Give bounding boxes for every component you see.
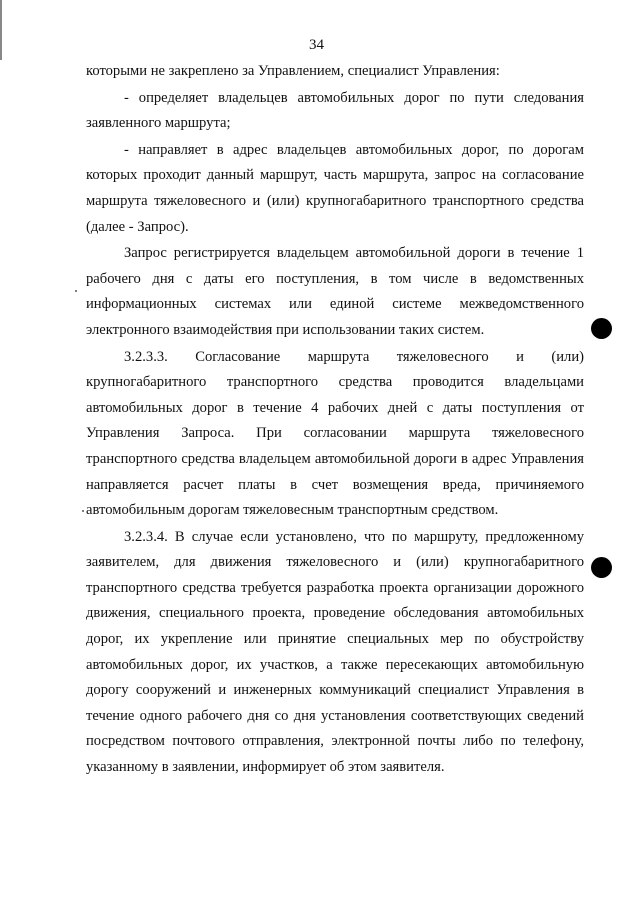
binder-hole-mark [591, 557, 612, 578]
document-body [86, 59, 584, 781]
paragraph-request-registration: Запрос регистрируется владельцем автомобильной дороги в течение 1 рабочего дня с даты его поступления, в том числе в ведомственных информационных системах или единой системе межведомственного электронного взаимодействия при использовании таких систем. [86, 245, 584, 338]
paragraph-clause-3-2-3-3: 3.2.3.3. Согласование маршрута тяжеловесного и (или) крупногабаритного транспортного средства проводится владельцами автомобильных дорог в течение 4 рабочих дней с даты поступления от Управления Запроса. При согласовании маршрута тяжеловесного транспортного средства владельцем автомобильной дороги в адрес Управления направляется расчет платы в счет возмещения вреда, причиняемого автомобильным дорогам тяжеловесным транспортным средством. [86, 348, 584, 519]
page-number: 34 [309, 37, 324, 53]
paragraph-clause-3-2-3-4: 3.2.3.4. В случае если установлено, что по маршруту, предложенному заявителем, для движения тяжеловесного и (или) крупногабаритного транспортного средства требуется разработка проекта организации дорожного движения, специального проекта, проведение обследования автомобильных дорог, их укрепление или принятие специальных мер по обустройству автомобильных дорог, их участков, а также пересекающих автомобильную дорогу сооружений и инженерных коммуникаций специалист Управления в течение одного рабочего дня со дня установления соответствующих сведений посредством почтового отправления, электронной почты либо по телефону, указанному в заявлении, информирует об этом заявителя. [86, 528, 584, 776]
scan-speck [75, 290, 77, 292]
binder-hole-mark [591, 318, 612, 339]
paragraph-bullet-determine-owners: - определяет владельцев автомобильных дорог по пути следования заявленного маршрута; [86, 89, 584, 132]
paragraph-continuation: которыми не закреплено за Управлением, специалист Управления: [86, 63, 500, 79]
paragraph-bullet-send-request: - направляет в адрес владельцев автомобильных дорог, по дорогам которых проходит данный маршрут, часть маршрута, запрос на согласование маршрута тяжеловесного и (или) крупногабаритного транспортного средства (далее - Запрос). [86, 141, 584, 235]
scan-speck [82, 510, 84, 512]
